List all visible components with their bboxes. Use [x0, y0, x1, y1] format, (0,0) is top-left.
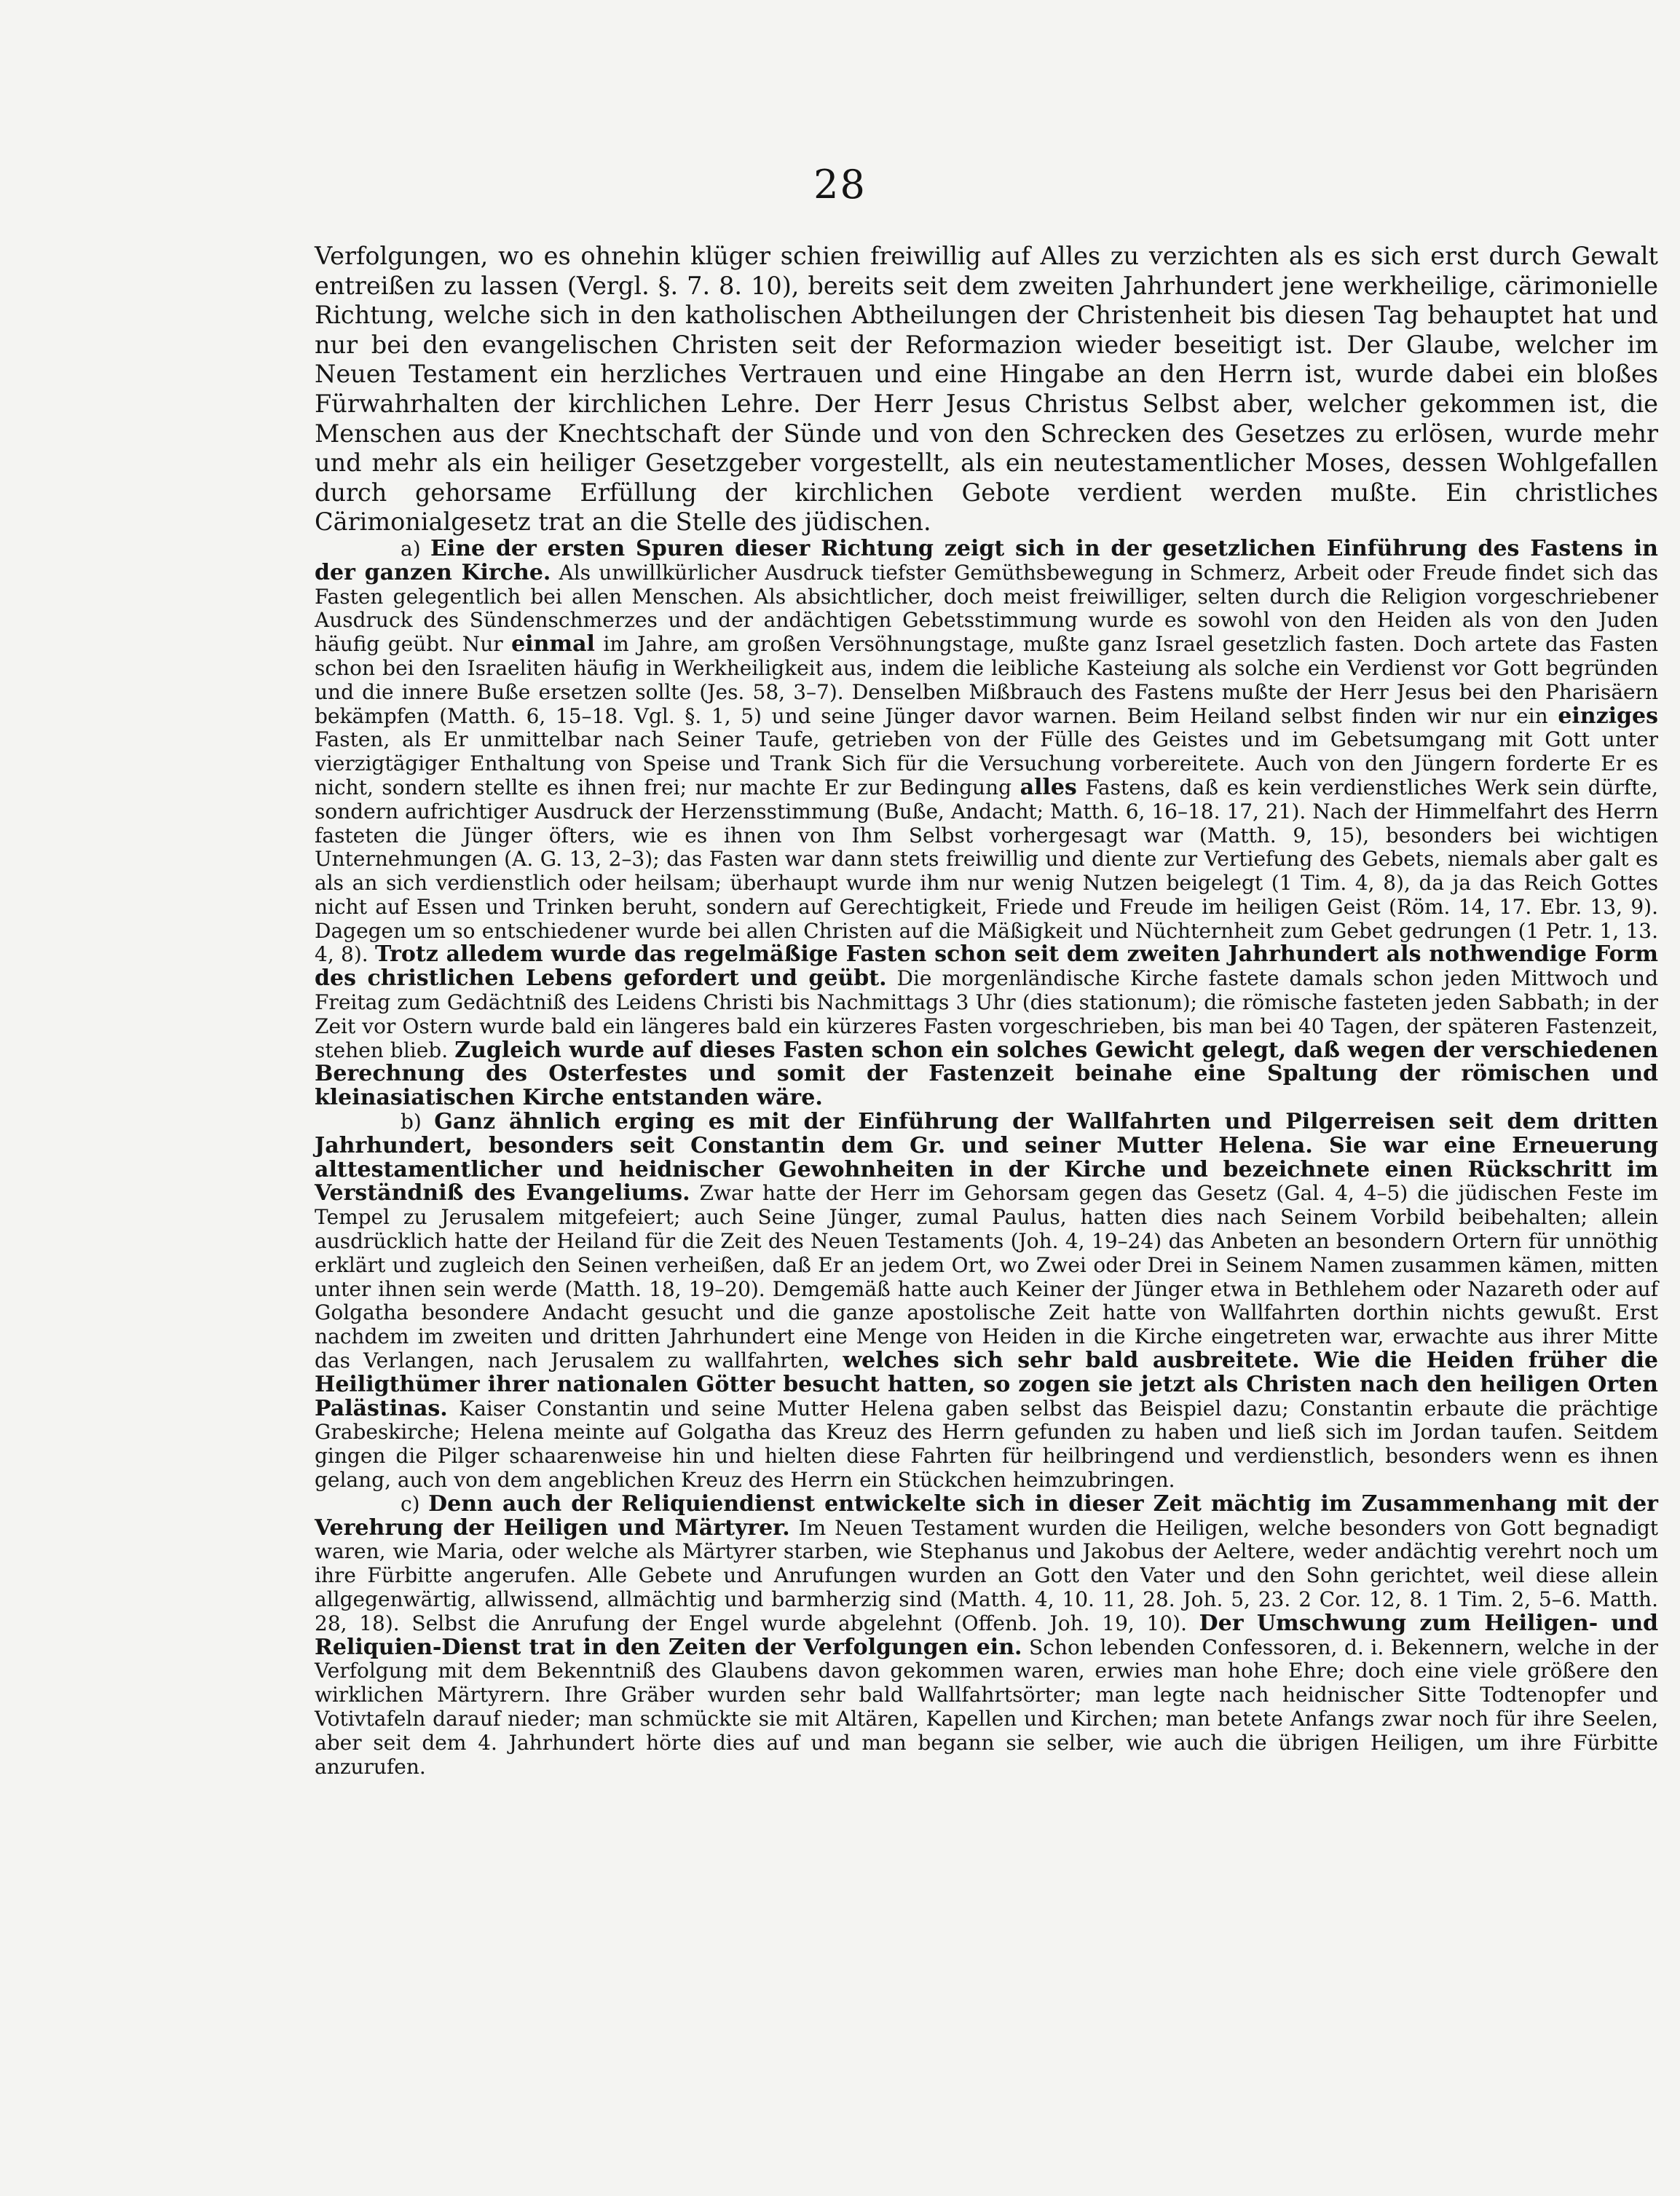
section-b-heading: Ganz ähnlich erging es mit der Einführung der Wallfahrten und Pilgerreisen seit dem dritten Jahrhundert, besonders seit Constantin dem Gr. und seiner Mutter Helena. Sie war eine Erneuerung alttestamentlicher und heidnischer Gewohnheiten in der Kirche und bezeichnete einen Rückschritt im Verständniß des Evangeliums. — [315, 1109, 1658, 1206]
page-number: 28 — [813, 162, 867, 208]
section-a-text-4: Fastens, daß es kein verdienstliches Werk sein dürfte, sondern aufrichtiger Ausdruck der Herzensstimmung (Buße, Andacht; Matth. 6, 16–18. 17, 21). Nach der Himmelfahrt des Herrn fasteten die Jünger öfters, wie es ihnen von Ihm Selbst vorhergesagt war (Matth. 9, 15), besonders bei wichtigen Unternehmungen (A. G. 13, 2–3); das Fasten war dann stets freiwillig und diente zur Vertiefung des Gebets, niemals aber galt es als an sich verdienstlich oder heilsam; überhaupt wurde ihm nur wenig Nutzen beigelegt (1 Tim. 4, 8), da ja das Reich Gottes nicht auf Essen und Trinken beruht, sondern auf Gerechtigkeit, Friede und Freude im heiligen Geist (Röm. 14, 17. Ebr. 13, 9). Dagegen um so entschiedener wurde bei allen Christen auf die Mäßigkeit und Nüchternheit zum Gebet gedrungen (1 Petr. 1, 13. 4, 8). — [315, 775, 1659, 967]
section-b — [315, 1110, 1658, 1493]
page-content — [315, 242, 1658, 1779]
intro-paragraph: Verfolgungen, wo es ohnehin klüger schien freiwillig auf Alles zu verzichten als es sich erst durch Gewalt entreißen zu lassen (Vergl. §. 7. 8. 10), bereits seit dem zweiten Jahrhundert jene werkheilige, cärimonielle Richtung, welche sich in den katholischen Abtheilungen der Christenheit bis diesen Tag behauptet hat und nur bei den evangelischen Christen seit der Reformazion wieder beseitigt ist. Der Glaube, welcher im Neuen Testament ein herzliches Vertrauen und eine Hingabe an den Herrn ist, wurde dabei ein bloßes Fürwahrhalten der kirchlichen Lehre. Der Herr Jesus Christus Selbst aber, welcher gekommen ist, die Menschen aus der Knechtschaft der Sünde und von den Schrecken des Gesetzes zu erlösen, wurde mehr und mehr als ein heiliger Gesetzgeber vorgestellt, als ein neutestamentlicher Moses, dessen Wohlgefallen durch gehorsame Erfüllung der kirchlichen Gebote verdient werden mußte. Ein christliches Cärimonialgesetz trat an die Stelle des jüdischen. — [315, 242, 1658, 537]
section-b-text-2: Kaiser Constantin und seine Mutter Helena gaben selbst das Beispiel dazu; Constantin erbaute die prächtige Grabeskirche; Helena meinte auf Golgatha das Kreuz des Herrn gefunden zu haben und ließ sich im Jordan taufen. Seitdem gingen die Pilger schaarenweise hin und hielten diese Fahrten für heilbringend und verdienstlich, besonders wenn es ihnen gelang, auch von dem angeblichen Kreuz des Herrn ein Stückchen heimzubringen. — [315, 1396, 1658, 1493]
section-c-emphasis-1: Der Umschwung zum Heiligen- und Reliquien-Dienst trat in den Zeiten der Verfolgungen ein. — [315, 1610, 1658, 1660]
section-c — [315, 1490, 1659, 1780]
section-b-label: b) — [401, 1110, 422, 1134]
section-a-emphasis-1: einmal — [511, 631, 595, 657]
section-c-heading: Denn auch der Reliquiendienst entwickelte sich in dieser Zeit mächtig im Zusammenhang mit der Verehrung der Heiligen und Märtyrer. — [315, 1490, 1658, 1541]
section-a-emphasis-5: Zugleich wurde auf dieses Fasten schon ein solches Gewicht gelegt, daß wegen der verschiedenen Berechnung des Osterfestes und somit der Fastenzeit beinahe eine Spaltung der römischen und kleinasiatischen Kirche entstanden wäre. — [315, 1037, 1658, 1111]
section-a-emphasis-3: alles — [1020, 774, 1077, 800]
section-a-emphasis-2: einziges — [1558, 703, 1658, 729]
section-c-label: c) — [401, 1491, 420, 1516]
section-a-text-5: Die morgenländische Kirche fastete damals schon jeden Mittwoch und Freitag zum Gedächtniß des Leidens Christi bis Nachmittags 3 Uhr (dies stationum); die römische fasteten jeden Sabbath; in der Zeit vor Ostern wurde bald ein längeres bald ein kürzeres Fasten vorgeschrieben, bis man bei 40 Tagen, der späteren Fastenzeit, stehen blieb. — [315, 966, 1659, 1062]
section-a — [315, 537, 1658, 1110]
section-a-text-2: im Jahre, am großen Versöhnungstage, mußte ganz Israel gesetzlich fasten. Doch artete das Fasten schon bei den Israeliten häufig in Werkheiligkeit aus, indem die leibliche Kasteiung als solche ein Verdienst vor Gott begründen und die innere Buße ersetzen sollte (Jes. 58, 3–7). Denselben Mißbrauch des Fastens mußte der Herr Jesus bei den Pharisäern bekämpfen (Matth. 6, 15–18. Vgl. §. 1, 5) und seine Jünger davor warnen. Beim Heiland selbst finden wir nur ein — [315, 632, 1658, 728]
section-a-emphasis-4: Trotz alledem wurde das regelmäßige Fasten schon seit dem zweiten Jahrhundert als nothwendige Form des christlichen Lebens gefordert und geübt. — [315, 941, 1658, 992]
section-c-text-1: Im Neuen Testament wurden die Heiligen, welche besonders von Gott begnadigt waren, wie Maria, oder welche als Märtyrer starben, wie Stephanus und Jakobus der Aeltere, weder andächtig verehrt noch um ihre Fürbitte angerufen. Alle Gebete und Anrufungen wurden an Gott den Vater und den Sohn gerichtet, weil diese allein allgegenwärtig, allwissend, allmächtig und barmherzig sind (Matth. 4, 10. 11, 28. Joh. 5, 23. 2 Cor. 12, 8. 1 Tim. 2, 5–6. Matth. 28, 18). Selbst die Anrufung der Engel wurde abgelehnt (Offenb. Joh. 19, 10). — [315, 1515, 1659, 1635]
section-b-text-1: Zwar hatte der Herr im Gehorsam gegen das Gesetz (Gal. 4, 4–5) die jüdischen Feste im Tempel zu Jerusalem mitgefeiert; auch Seine Jünger, zumal Paulus, hatten dies nach Seinem Vorbild beibehalten; allein ausdrücklich hatte der Heiland für die Zeit des Neuen Testaments (Joh. 4, 19–24) das Anbeten an besondern Ortern für unnöthig erklärt und zugleich den Seinen verheißen, daß Er an jedem Ort, wo Zwei oder Drei in Seinem Namen zusammen kämen, mitten unter ihnen sein werde (Matth. 18, 19–20). Demgemäß hatte auch Keiner der Jünger etwa in Bethlehem oder Nazareth oder auf Golgatha besondere Andacht gesucht und die ganze apostolische Zeit hatte von Wallfahrten dorthin nichts gewußt. Erst nachdem im zweiten und dritten Jahrhundert eine Menge von Heiden in die Kirche eingetreten war, erwachte aus ihrer Mitte das Verlangen, nach Jerusalem zu wallfahrten, — [315, 1181, 1658, 1373]
section-a-heading: Eine der ersten Spuren dieser Richtung zeigt sich in der gesetzlichen Einführung des Fastens in der ganzen Kirche. — [315, 535, 1658, 585]
section-b-emphasis-1: welches sich sehr bald ausbreitete. Wie die Heiden früher die Heiligthümer ihrer nationalen Götter besucht hatten, so zogen sie jetzt als Christen nach den heiligen Orten Palästinas. — [315, 1348, 1659, 1421]
section-a-label: a) — [401, 536, 421, 561]
section-a-text-1: Als unwillkürlicher Ausdruck tiefster Gemüthsbewegung in Schmerz, Arbeit oder Freude findet sich das Fasten gelegentlich bei allen Menschen. Als absichtlicher, doch meist freiwilliger, selten durch die Religion vorgeschriebener Ausdruck des Sündenschmerzes und der andächtigen Gebetsstimmung wurde es sowohl von den Heiden als von den Juden häufig geübt. Nur — [315, 560, 1658, 657]
section-c-text-2: Schon lebenden Confessoren, d. i. Bekennern, welche in der Verfolgung mit dem Bekenntniß des Glaubens davon gekommen waren, erwies man hohe Ehre; doch eine viele größere den wirklichen Märtyrern. Ihre Gräber wurden sehr bald Wallfahrtsörter; man legte nach heidnischer Sitte Todtenopfer und Votivtafeln darauf nieder; man schmückte sie mit Altären, Kapellen und Kirchen; man betete Anfangs zwar noch für ihre Seelen, aber seit dem 4. Jahrhundert hörte dies auf und man begann sie selber, wie auch die übrigen Heiligen, um ihre Fürbitte anzurufen. — [315, 1635, 1658, 1779]
section-a-text-3: Fasten, als Er unmittelbar nach Seiner Taufe, getrieben von der Fülle des Geistes und im Gebetsumgang mit Gott unter vierzigtägiger Enthaltung von Speise und Trank Sich für die Versuchung vorbereitete. Auch von den Jüngern forderte Er es nicht, sondern stellte es ihnen frei; nur machte Er zur Bedingung — [315, 727, 1658, 799]
